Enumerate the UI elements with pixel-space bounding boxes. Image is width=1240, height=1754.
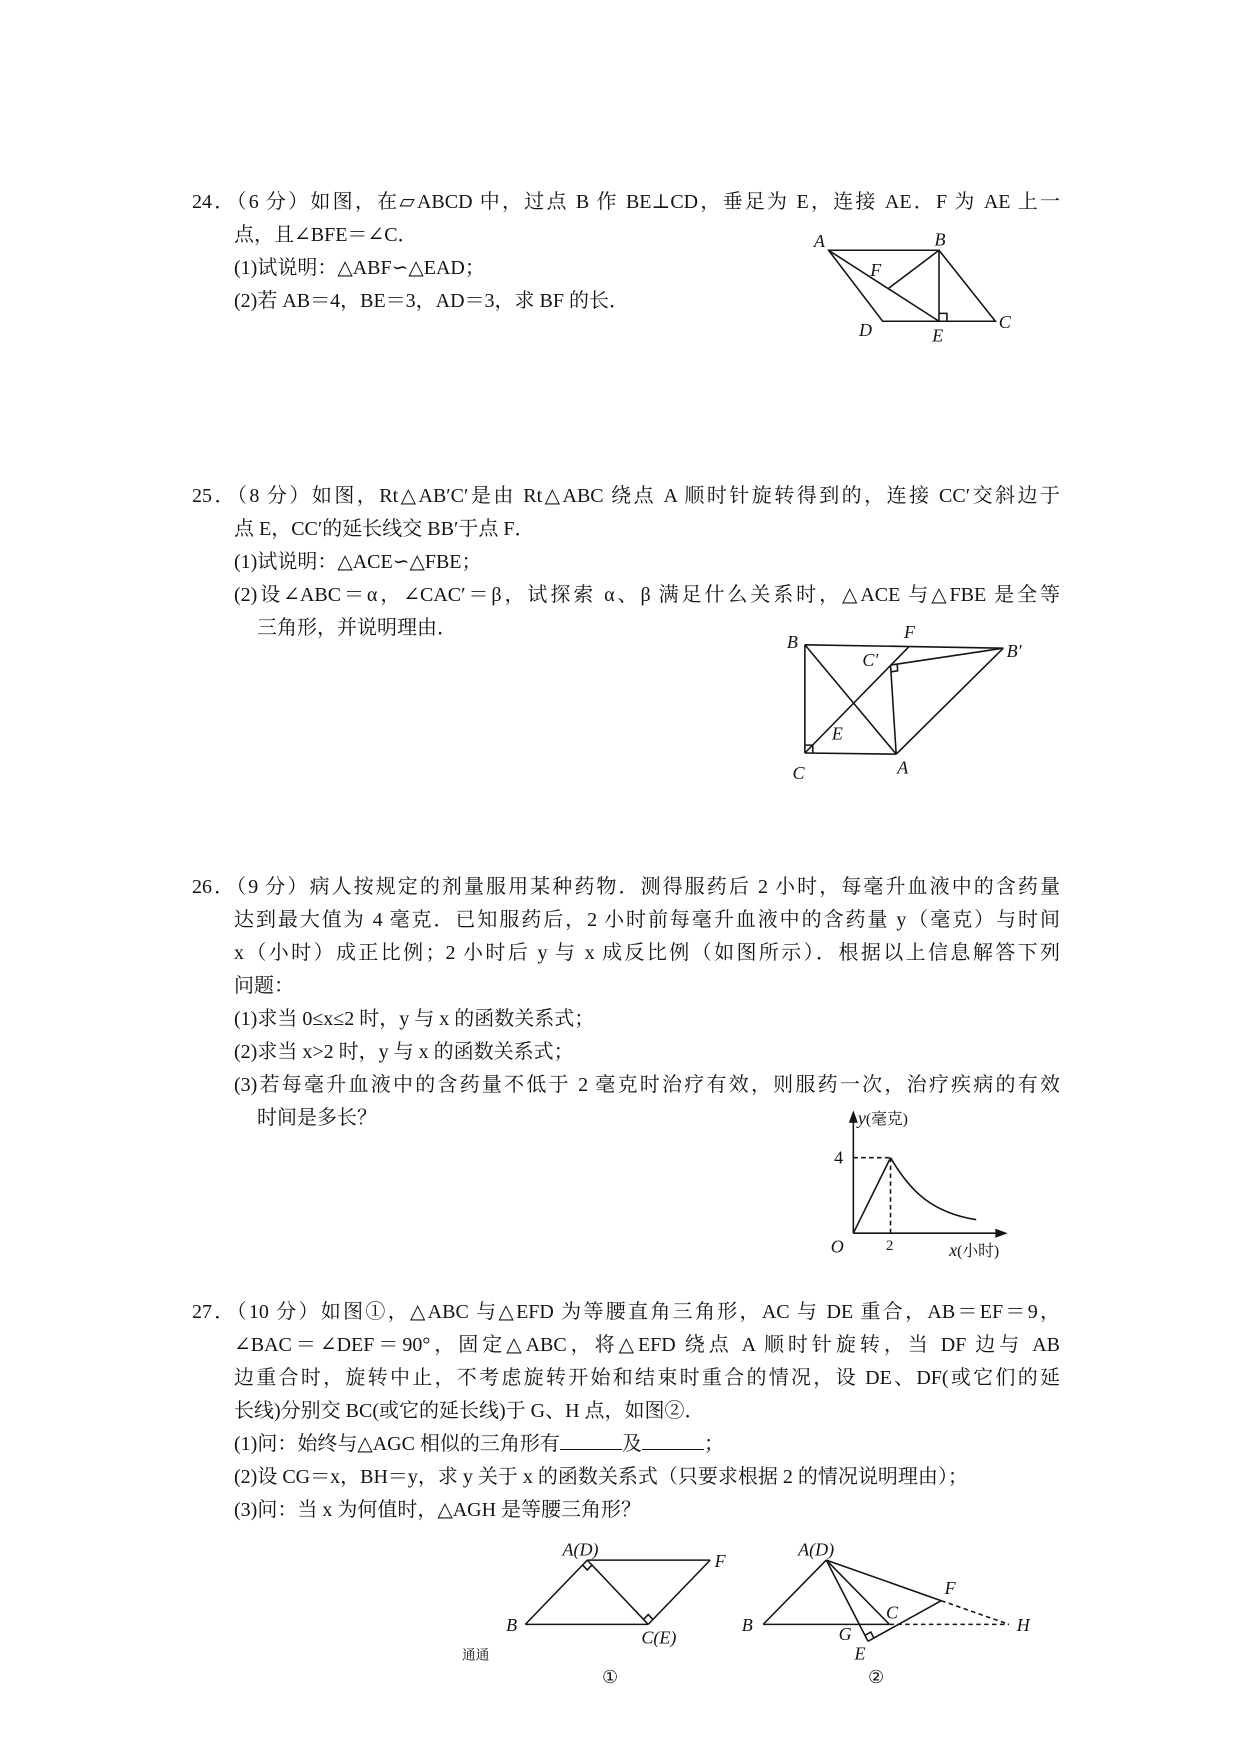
y-axis-variable: y — [857, 1107, 866, 1128]
problem-27-question-3: (3)问：当 x 为何值时，△AGH 是等腰三角形？ — [234, 1499, 642, 1521]
label-e: E — [831, 723, 843, 744]
segment-df — [826, 1560, 941, 1601]
label-f: F — [944, 1577, 956, 1598]
segment-ac-prime — [891, 665, 897, 754]
problem-25 — [192, 480, 1060, 645]
answer-blank-2 — [642, 1431, 704, 1450]
label-f: F — [870, 260, 882, 281]
problem-24 — [192, 186, 1060, 318]
right-angle-mark-c — [805, 745, 813, 753]
problem-27-question-1 — [234, 1428, 1060, 1461]
x-axis-variable: x — [949, 1239, 958, 1260]
problem-24-stem-line-2: 点，且∠BFE＝∠C． — [234, 224, 418, 246]
stray-note: 通通 — [462, 1647, 490, 1664]
label-f: F — [904, 622, 916, 643]
label-h: H — [1016, 1615, 1030, 1636]
y-axis-unit: (毫克) — [865, 1110, 908, 1128]
problem-25-stem-line-1: 25．（8 分）如图，Rt△AB′C′是由 Rt△ABC 绕点 A 顺时针旋转得到的，连接 CC′交斜边于 — [192, 485, 1060, 507]
x-axis-label — [948, 1240, 999, 1260]
label-a-d: A(D) — [798, 1539, 835, 1560]
problem-27-stem-line-4: 长线)分别交 BC(或它的延长线)于 G、H 点，如图②． — [234, 1400, 705, 1422]
figure-caption-1: ① — [601, 1666, 619, 1688]
segment-ac — [587, 1560, 648, 1624]
problem-24-question-2: (2)若 AB＝4，BE＝3，AD＝3，求 BF 的长． — [234, 290, 630, 312]
segment-ab-prime — [896, 648, 1003, 754]
right-angle-mark-a — [583, 1565, 592, 1570]
segment-bb-prime — [805, 645, 1003, 648]
y-tick-label: 4 — [834, 1147, 844, 1168]
inverse-proportion-curve — [891, 1158, 977, 1220]
segment-ac — [826, 1560, 889, 1624]
problem-27-stem-line-2: ∠BAC＝∠DEF＝90°，固定△ABC，将△EFD 绕点 A 顺时针旋转，当 DF 边与 AB — [234, 1334, 1060, 1356]
segment-ef — [648, 1560, 710, 1624]
segment-ca — [805, 753, 896, 754]
problem-25-stem-line-2: 点 E，CC′的延长线交 BB′于点 F． — [234, 518, 535, 540]
problem-26-question-2: (2)求当 x>2 时，y 与 x 的函数关系式； — [234, 1041, 574, 1063]
x-axis-unit: (小时) — [957, 1242, 1000, 1260]
figure-25 — [787, 622, 1023, 783]
figure-27-2 — [742, 1540, 1031, 1688]
question-1-prefix: (1)问：始终与△AGC 相似的三角形有 — [234, 1433, 560, 1455]
problem-24-stem-line-1: 24．（6 分）如图，在▱ABCD 中，过点 B 作 BE⊥CD，垂足为 E，连接 AE．F 为 AE 上一 — [192, 191, 1060, 213]
x-axis-arrow-icon — [995, 1229, 1007, 1238]
problem-26-stem-line-1: 26．（9 分）病人按规定的剂量服用某种药物．测得服药后 2 小时，每毫升血液中的含药量 — [192, 876, 1060, 898]
problem-26-question-3-line-2: 时间是多长？ — [257, 1107, 377, 1129]
figure-caption-2: ② — [867, 1666, 885, 1688]
right-angle-mark-e — [865, 1632, 874, 1638]
segment-ba — [805, 645, 896, 754]
label-c-e: C(E) — [641, 1627, 677, 1648]
answer-blank-1 — [560, 1431, 622, 1450]
segment-c-prime-b-prime — [891, 648, 1004, 665]
right-angle-mark-c-prime — [891, 664, 898, 672]
label-b: B — [741, 1615, 753, 1636]
problem-25-question-2-line-1: (2)设∠ABC＝α，∠CAC′＝β，试探索 α、β 满足什么关系时，△ACE 与△FBE 是全等 — [234, 584, 1060, 606]
origin-label: O — [830, 1236, 844, 1257]
label-b: B — [786, 632, 798, 653]
label-f: F — [714, 1550, 726, 1571]
label-b: B — [506, 1615, 518, 1636]
problem-26-stem-line-4: 问题： — [234, 975, 294, 997]
problem-26-stem-line-2: 达到最大值为 4 毫克．已知服药后，2 小时前每毫升血液中的含药量 y（毫克）与时间 — [234, 909, 1060, 931]
segment-fh-dashed — [941, 1601, 1009, 1625]
label-c: C — [998, 312, 1011, 333]
label-a-d: A(D) — [562, 1539, 599, 1560]
problem-27-question-2: (2)设 CG＝x，BH＝y，求 y 关于 x 的函数关系式（只要求根据 2 的情况说明理由）； — [234, 1466, 968, 1488]
problem-27 — [192, 1296, 1060, 1527]
label-b: B — [934, 229, 946, 250]
segment-de — [826, 1560, 868, 1641]
label-d: D — [858, 319, 872, 340]
problem-24-question-1: (1)试说明：△ABF∽△EAD； — [234, 257, 485, 279]
right-angle-mark-e — [644, 1615, 653, 1620]
problem-27-stem-line-3: 边重合时，旋转中止，不考虑旋转开始和结束时重合的情况，设 DE、DF(或它们的延 — [234, 1367, 1060, 1389]
label-c-prime: C′ — [862, 650, 879, 671]
label-c: C — [792, 762, 805, 783]
segment-ef — [868, 1601, 941, 1642]
problem-26-question-3-line-1: (3)若每毫升血液中的含药量不低于 2 毫克时治疗有效，则服药一次，治疗疾病的有效 — [234, 1074, 1060, 1096]
label-g: G — [838, 1624, 852, 1645]
segment-ba — [763, 1560, 826, 1624]
segment-cf — [805, 647, 909, 753]
problem-27-stem-line-1: 27．（10 分）如图①，△ABC 与△EFD 为等腰直角三角形，AC 与 DE 重合，AB＝EF＝9， — [192, 1301, 1060, 1323]
problem-25-question-2-line-2: 三角形，并说明理由． — [257, 617, 457, 639]
proportional-segment — [853, 1158, 890, 1234]
question-1-conjunction: 及 — [621, 1433, 642, 1455]
label-a: A — [813, 230, 825, 251]
label-a: A — [897, 757, 909, 778]
x-tick-label: 2 — [886, 1238, 894, 1255]
question-1-suffix: ； — [703, 1433, 724, 1455]
label-c: C — [886, 1602, 899, 1623]
problem-26-question-1: (1)求当 0≤x≤2 时，y 与 x 的函数关系式； — [234, 1008, 595, 1030]
label-e: E — [932, 325, 944, 346]
figure-27-1 — [462, 1540, 727, 1688]
label-b-prime: B′ — [1006, 641, 1022, 662]
label-e: E — [854, 1643, 866, 1664]
problem-25-question-1: (1)试说明：△ACE∽△FBE； — [234, 551, 482, 573]
problem-26 — [192, 871, 1060, 1135]
segment-ba — [525, 1560, 587, 1624]
problem-26-stem-line-3: x（小时）成正比例；2 小时后 y 与 x 成反比例（如图所示）．根据以上信息解答下列 — [234, 942, 1060, 964]
